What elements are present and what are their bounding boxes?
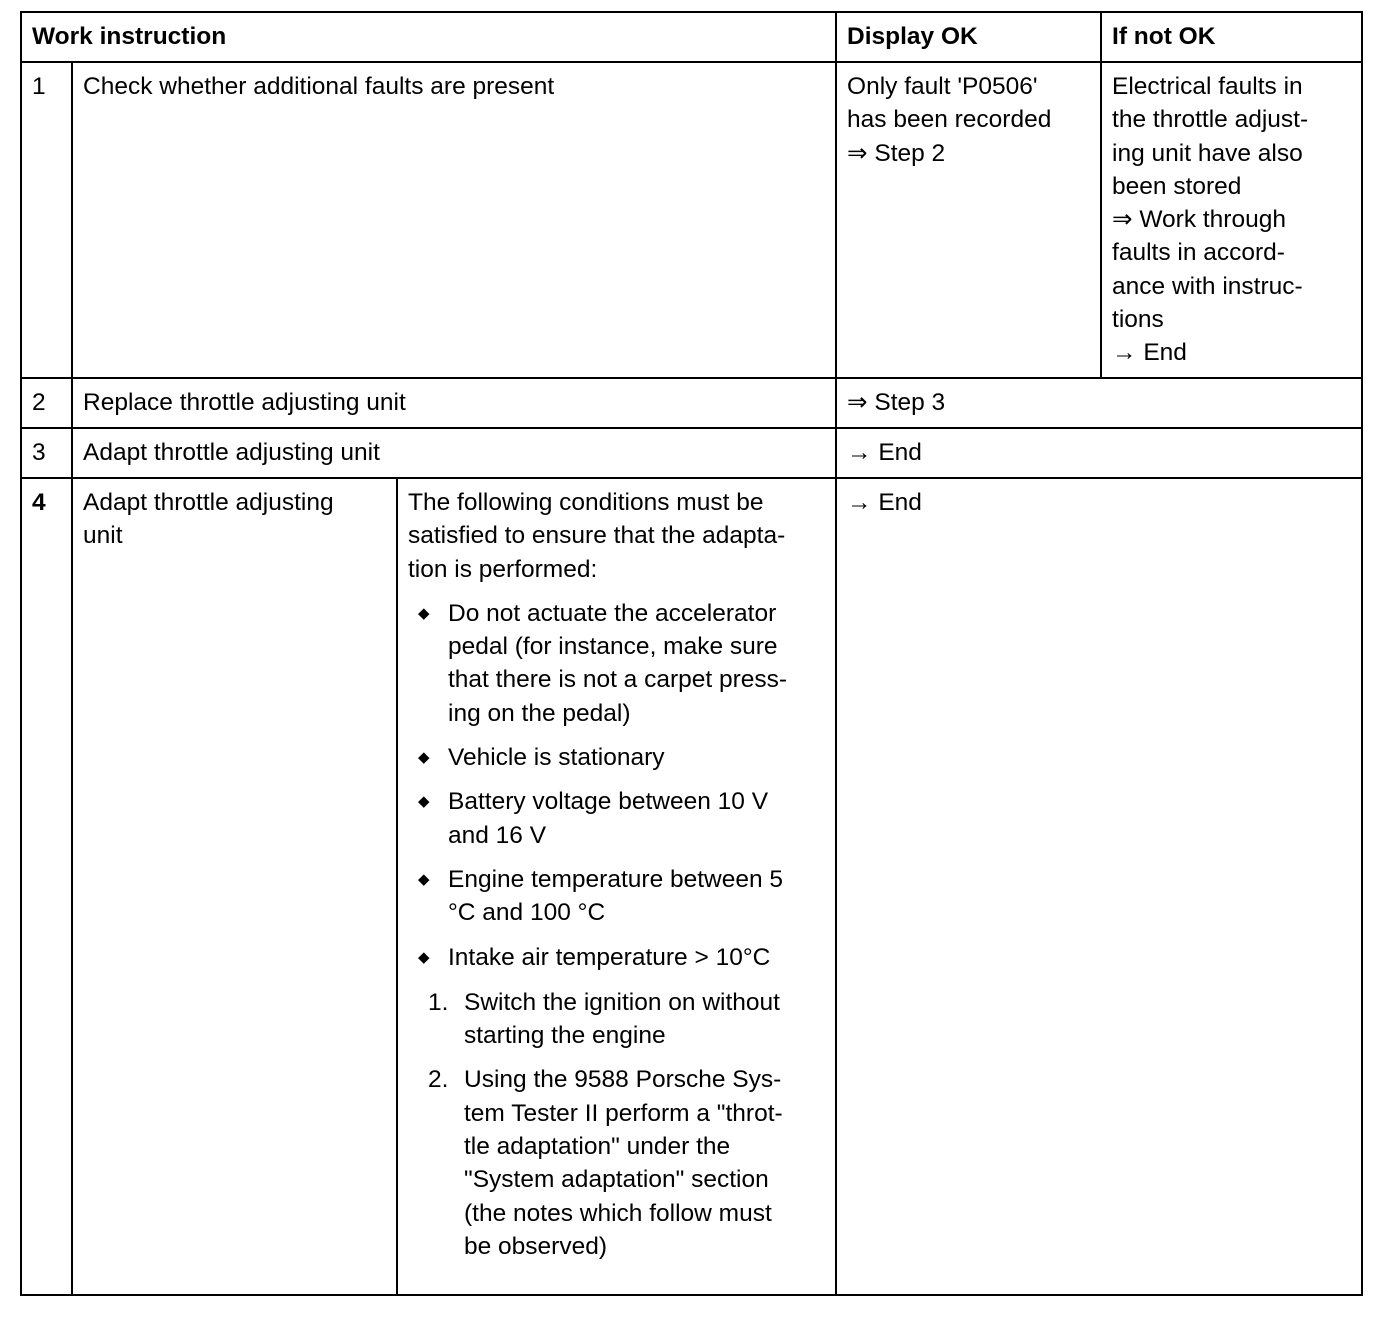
table-row xyxy=(21,378,1362,428)
step-number: 4 xyxy=(21,478,72,1295)
if-not-ok: Electrical faults in the throttle adjust- ing unit have also been stored ⇒ Work through faults in accord- ance with instruc- tions → End xyxy=(1101,62,1362,378)
table-row xyxy=(21,428,1362,478)
procedure-step: 1. Switch the ignition on without starting the engine xyxy=(428,988,780,1050)
conditions-list xyxy=(408,597,825,974)
diamond-bullet-icon: ◆ xyxy=(418,870,430,888)
instruction-details xyxy=(397,478,836,1295)
header-display-ok: Display OK xyxy=(836,12,1101,62)
condition-item: ◆ Intake air temperature > 10°C xyxy=(408,941,825,974)
table-row xyxy=(21,62,1362,378)
step-number: 1 xyxy=(21,62,72,378)
table-row xyxy=(21,478,1362,1295)
instruction: Adapt throttle adjusting unit xyxy=(72,478,397,1295)
instruction: Replace throttle adjusting unit xyxy=(72,378,836,428)
procedure-step: 2. Using the 9588 Porsche Sys- tem Tester II perform a "throt- tle adaptation" under the "System adaptation" section (the notes which follow must be observed) xyxy=(428,1066,783,1260)
header-work-instruction: Work instruction xyxy=(21,12,836,62)
step-number: 2 xyxy=(21,378,72,428)
instruction: Check whether additional faults are present xyxy=(72,62,836,378)
header-row xyxy=(21,12,1362,62)
header-if-not-ok: If not OK xyxy=(1101,12,1362,62)
diamond-bullet-icon: ◆ xyxy=(418,948,430,966)
display-ok: → End xyxy=(836,478,1362,1295)
condition-item: ◆ Engine temperature between 5 °C and 100 °C xyxy=(408,863,825,930)
condition-item: ◆ Vehicle is stationary xyxy=(408,741,825,774)
condition-item: ◆ Battery voltage between 10 V and 16 V xyxy=(408,785,825,852)
conditions-intro: The following conditions must be satisfied to ensure that the adapta- tion is performed: xyxy=(408,489,786,583)
instruction: Adapt throttle adjusting unit xyxy=(72,428,836,478)
condition-item: ◆ Do not actuate the accelerator pedal (for instance, make sure that there is not a carpet press- ing on the pedal) xyxy=(408,597,825,730)
diamond-bullet-icon: ◆ xyxy=(418,604,430,622)
display-ok: → End xyxy=(836,428,1362,478)
procedure-steps xyxy=(408,986,825,1263)
diamond-bullet-icon: ◆ xyxy=(418,793,430,811)
display-ok: Only fault 'P0506' has been recorded ⇒ Step 2 xyxy=(836,62,1101,378)
diamond-bullet-icon: ◆ xyxy=(418,749,430,767)
work-instruction-table xyxy=(20,11,1363,1296)
step-number: 3 xyxy=(21,428,72,478)
display-ok: ⇒ Step 3 xyxy=(836,378,1362,428)
